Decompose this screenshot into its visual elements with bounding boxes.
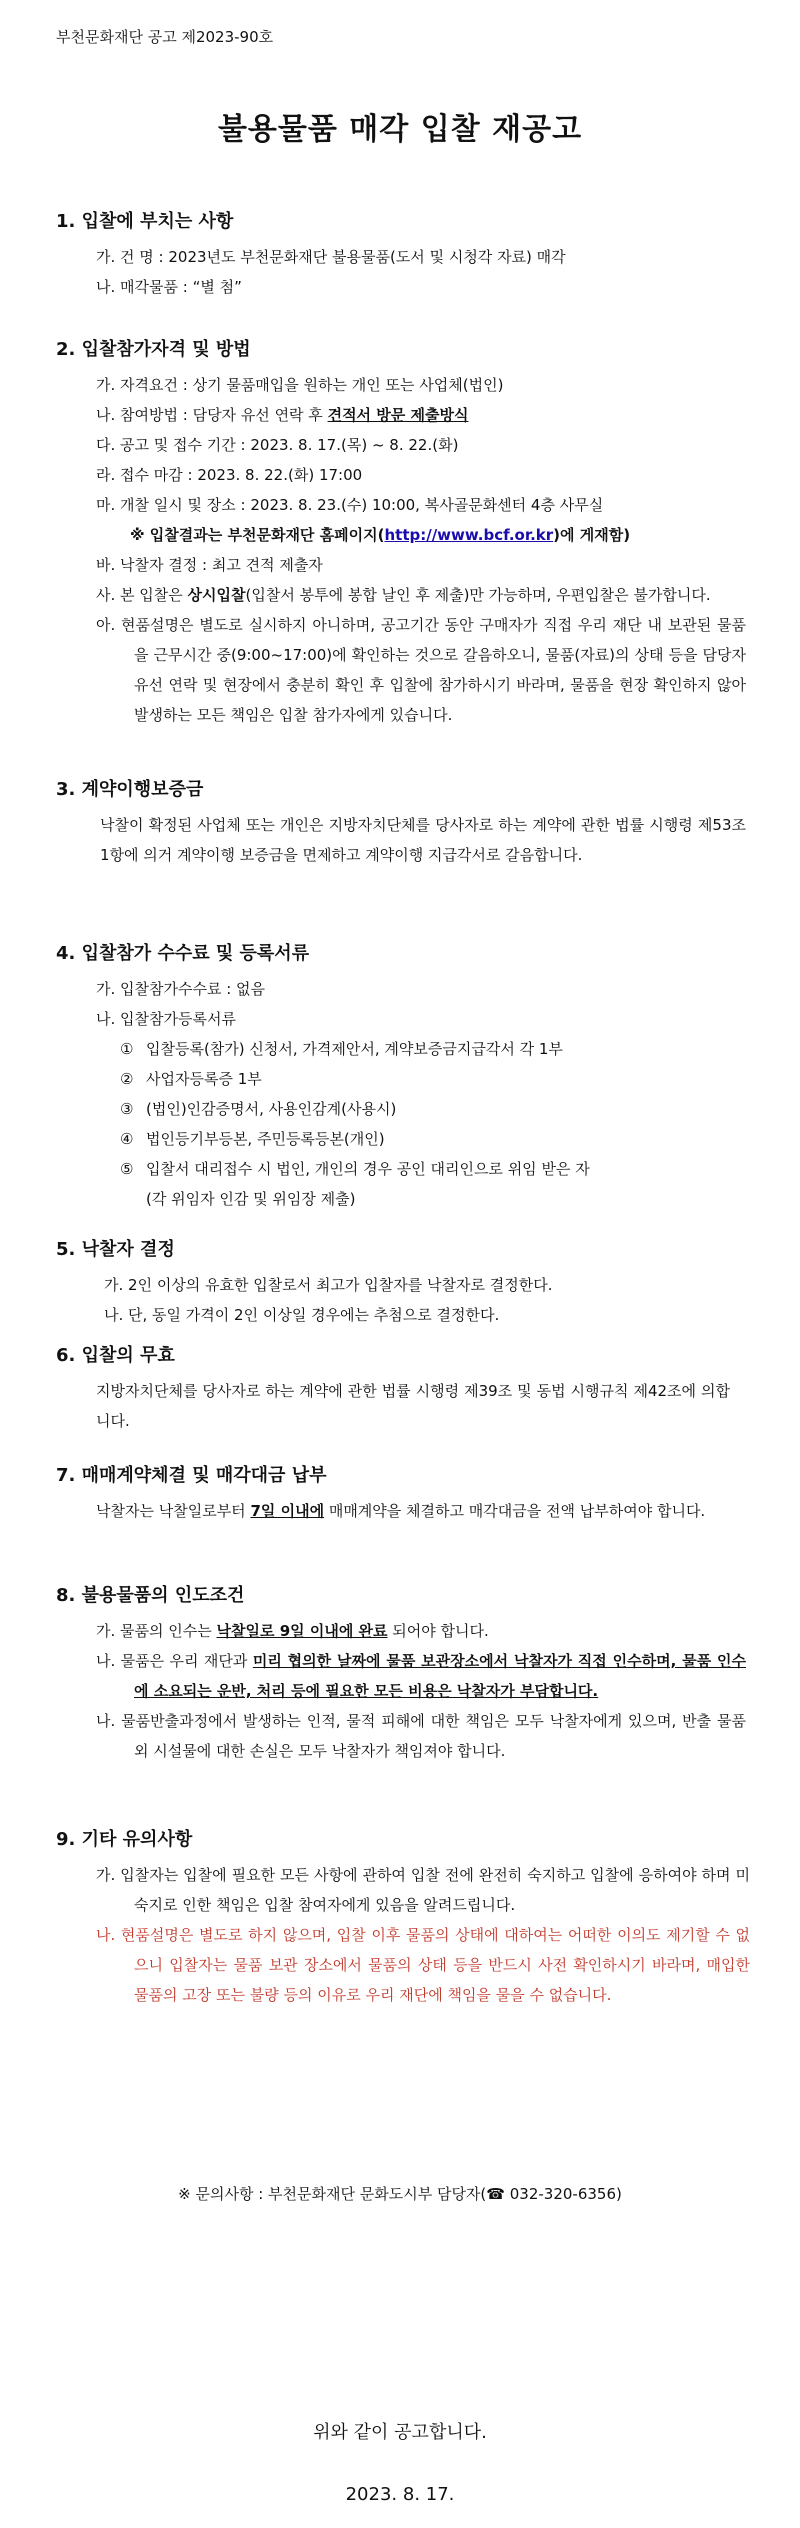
s8-item-a-suffix: 되어야 합니다.	[387, 1622, 489, 1640]
s9-item-b-warning: 나. 현품설명은 별도로 하지 않으며, 입찰 이후 물품의 상태에 대하여는 어떠한 이의도 제기할 수 없으니 입찰자는 물품 보관 장소에서 물품의 상태 등을 반드시 사전 확인하시기 바라며, 매입한 물품의 고장 또는 불량 등의 이유로 우리 재단에 책임을 물을 수 없습니다.	[96, 1926, 750, 2004]
section-5-title: 5. 낙찰자 결정	[56, 1239, 175, 1260]
section-5	[56, 1236, 760, 1330]
section-7-title: 7. 매매계약체결 및 매각대금 납부	[56, 1465, 327, 1486]
section-2	[56, 336, 760, 730]
section-9	[56, 1826, 760, 2010]
s7-body	[56, 1496, 760, 1526]
registration-documents-list	[56, 1034, 760, 1184]
notice-number: 부천문화재단 공고 제2023-90호	[56, 28, 274, 46]
s8-item-b	[56, 1646, 760, 1706]
item-number: ④	[120, 1130, 134, 1148]
s4-item-b: 나. 입찰참가등록서류	[96, 1010, 236, 1028]
page-title: 불용물품 매각 입찰 재공고	[217, 112, 583, 147]
s2-item-g-label: 사. 본 입찰은	[96, 586, 188, 604]
registration-document-item	[56, 1034, 760, 1064]
s7-body-prefix: 낙찰자는 낙찰일로부터	[96, 1502, 251, 1520]
s9-item-a: 가. 입찰자는 입찰에 필요한 모든 사항에 관하여 입찰 전에 완전히 숙지하고 입찰에 응하여야 하며 미숙지로 인한 책임은 입찰 참여자에게 있음을 알려드립니다.	[96, 1866, 750, 1914]
registration-document-item	[56, 1124, 760, 1154]
section-4	[56, 940, 760, 1214]
section-8	[56, 1582, 760, 1766]
registration-document-item	[56, 1154, 760, 1184]
s8-item-a	[56, 1616, 760, 1646]
section-2-title: 2. 입찰참가자격 및 방법	[56, 339, 251, 360]
s8-item-b-emphasis: 미리 협의한 날짜에 물품 보관장소에서 낙찰자가 직접 인수하며, 물품 인수에 소요되는 운반, 처리 등에 필요한 모든 비용은 낙찰자가 부담합니다.	[134, 1652, 746, 1700]
item-text: 입찰등록(참가) 신청서, 가격제안서, 계약보증금지급각서 각 1부	[146, 1040, 563, 1058]
s1-item-a-label: 가. 건 명 :	[96, 248, 169, 266]
s8-item-a-label: 가. 물품의 인수는	[96, 1622, 217, 1640]
s5-item-b: 나. 단, 동일 가격이 2인 이상일 경우에는 추첨으로 결정한다.	[104, 1306, 500, 1324]
s2-item-c: 다. 공고 및 접수 기간 : 2023. 8. 17.(목) ~ 8. 22.(화)	[96, 436, 459, 454]
s8-item-a-emphasis: 낙찰일로 9일 이내에 완료	[216, 1622, 388, 1640]
s2-item-h: 아. 현품설명은 별도로 실시하지 아니하며, 공고기간 동안 구매자가 직접 우리 재단 내 보관된 물품을 근무시간 중(9:00~17:00)에 확인하는 것으로 갈음하오니, 물품(자료)의 상태 등을 담당자 유선 연락 및 현장에서 충분히 확인 후 입찰에 참가하시기 바라며, 물품을 현장 확인하지 않아 발생하는 모든 책임은 입찰 참가자에게 있습니다.	[96, 616, 746, 724]
section-8-title: 8. 불용물품의 인도조건	[56, 1585, 245, 1606]
section-3	[56, 776, 760, 870]
item-text: 법인등기부등본, 주민등록등본(개인)	[146, 1130, 385, 1148]
s5-item-a: 가. 2인 이상의 유효한 입찰로서 최고가 입찰자를 낙찰자로 결정한다.	[104, 1276, 553, 1294]
s7-deadline-emphasis: 7일 이내에	[250, 1502, 325, 1520]
s2-item-a: 가. 자격요건 : 상기 물품매입을 원하는 개인 또는 사업체(법인)	[96, 376, 504, 394]
item-number: ⑤	[120, 1160, 134, 1178]
section-9-title: 9. 기타 유의사항	[56, 1829, 193, 1850]
s2-item-b-emphasis: 견적서 방문 제출방식	[327, 406, 469, 424]
registration-document-item	[56, 1094, 760, 1124]
closing-statement: 위와 같이 공고합니다.	[313, 2422, 487, 2443]
s1-item-a	[56, 242, 760, 272]
section-1	[56, 208, 760, 302]
s2-note-prefix: ※ 입찰결과는 부천문화재단 홈페이지(	[130, 526, 385, 544]
section-7	[56, 1462, 760, 1526]
s2-item-d: 라. 접수 마감 : 2023. 8. 22.(화) 17:00	[96, 466, 363, 484]
s3-body: 낙찰이 확정된 사업체 또는 개인은 지방자치단체를 당사자로 하는 계약에 관한 법률 시행령 제53조 1항에 의거 계약이행 보증금을 면제하고 계약이행 지급각서로 갈음합니다.	[100, 816, 746, 864]
section-3-title: 3. 계약이행보증금	[56, 779, 204, 800]
section-4-title: 4. 입찰참가 수수료 및 등록서류	[56, 943, 310, 964]
s2-result-note	[56, 520, 760, 550]
section-6	[56, 1342, 760, 1436]
s2-item-g	[56, 580, 760, 610]
contact-info: ※ 문의사항 : 부천문화재단 문화도시부 담당자(☎ 032-320-6356)	[178, 2185, 622, 2203]
item-text: (법인)인감증명서, 사용인감계(사용시)	[146, 1100, 397, 1118]
s1-item-b: 나. 매각물품 : “별 첨”	[96, 278, 242, 296]
s6-body: 지방자치단체를 당사자로 하는 계약에 관한 법률 시행령 제39조 및 동법 시행규칙 제42조에 의합니다.	[96, 1382, 730, 1430]
s4-item-a: 가. 입찰참가수수료 : 없음	[96, 980, 266, 998]
homepage-link[interactable]: http://www.bcf.or.kr	[384, 526, 554, 544]
item-text: 입찰서 대리접수 시 법인, 개인의 경우 공인 대리인으로 위임 받은 자	[146, 1160, 590, 1178]
s2-item-e: 마. 개찰 일시 및 장소 : 2023. 8. 23.(수) 10:00, 복사골문화센터 4층 사무실	[96, 496, 604, 514]
item-number: ③	[120, 1100, 134, 1118]
s8-item-c: 나. 물품반출과정에서 발생하는 인적, 물적 피해에 대한 책임은 모두 낙찰자에게 있으며, 반출 물품외 시설물에 대한 손실은 모두 낙찰자가 책임져야 합니다.	[96, 1712, 746, 1760]
s2-note-suffix: )에 게재함)	[553, 526, 631, 544]
s8-item-b-label: 나. 물품은 우리 재단과	[96, 1652, 253, 1670]
registration-document-item	[56, 1064, 760, 1094]
s2-item-g-text: (입찰서 봉투에 봉합 날인 후 제출)만 가능하며, 우편입찰은 불가합니다.	[245, 586, 711, 604]
notice-date: 2023. 8. 17.	[345, 2484, 455, 2505]
s2-item-f: 바. 낙찰자 결정 : 최고 견적 제출자	[96, 556, 323, 574]
item-text: 사업자등록증 1부	[146, 1070, 262, 1088]
section-1-title: 1. 입찰에 부치는 사항	[56, 211, 234, 232]
s2-item-g-emphasis: 상시입찰	[187, 586, 246, 604]
section-6-title: 6. 입찰의 무효	[56, 1345, 175, 1366]
s1-item-a-text: 2023년도 부천문화재단 불용물품(도서 및 시청각 자료) 매각	[168, 248, 566, 266]
s4-item-5-continuation: (각 위임자 인감 및 위임장 제출)	[146, 1190, 356, 1208]
item-number: ②	[120, 1070, 134, 1088]
s2-item-b	[56, 400, 760, 430]
s7-body-suffix: 매매계약을 체결하고 매각대금을 전액 납부하여야 합니다.	[324, 1502, 706, 1520]
s2-item-b-label: 나. 참여방법 : 담당자 유선 연락 후	[96, 406, 328, 424]
item-number: ①	[120, 1040, 134, 1058]
